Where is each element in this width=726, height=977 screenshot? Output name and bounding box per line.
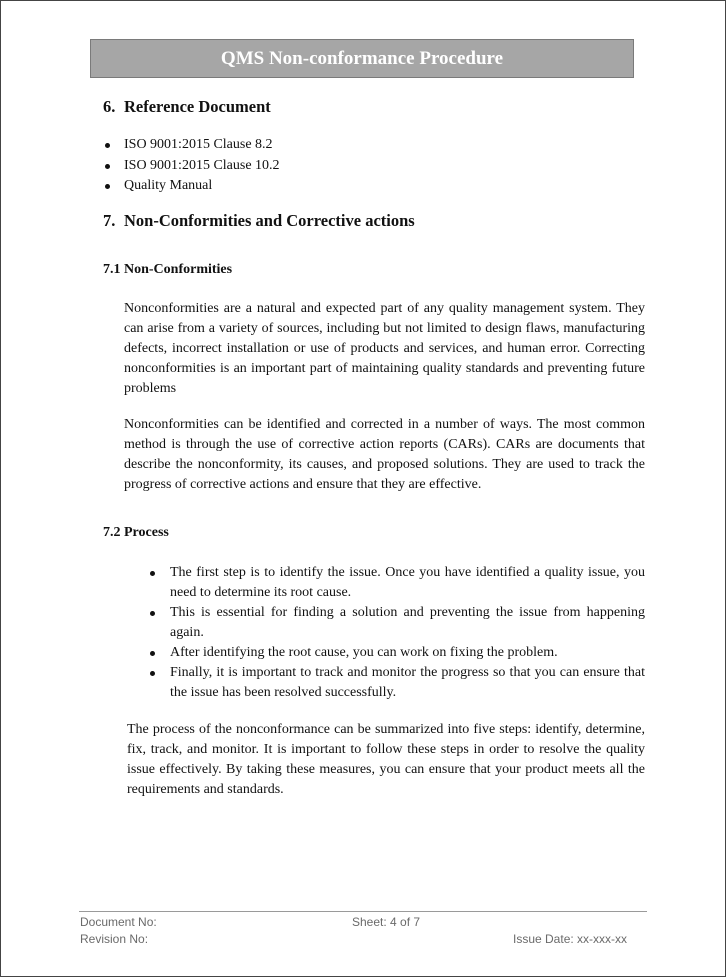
page-header-banner [90,39,634,78]
list-item: This is essential for finding a solution and preventing the issue from happening again. [148,603,645,643]
reference-document-list [103,135,280,197]
list-item: Finally, it is important to track and monitor the progress so that you can ensure that the issue has been resolved successfully. [148,663,645,703]
footer-revision-no: Revision No: [80,932,149,946]
subsection-7-2-heading: 7.2 Process [103,525,169,540]
list-item: Quality Manual [103,176,280,197]
footer-issue-date: Issue Date: xx-xxx-xx [513,932,628,946]
footer-sheet-number: Sheet: 4 of 7 [352,915,421,929]
section-6-heading [103,97,271,117]
subsection-7-1-heading: 7.1 Non-Conformities [103,262,233,277]
nonconformities-paragraph-1: Nonconformities are a natural and expected part of any quality management system. They can arise from a variety of sources, including but not limited to design flaws, manufacturing defects, incorrect installation or use of products and services, and human error. Correcting nonconformities is an important part of maintaining quality standards and preventing future problems [124,301,645,396]
section-7-number: 7. [103,211,116,230]
process-steps-list [148,563,645,703]
footer-divider [79,911,647,912]
process-summary-paragraph: The process of the nonconformance can be summarized into five steps: identify, determine, fix, track, and monitor. It is important to follow these steps in order to resolve the quality issue effectively. By taking these measures, you can ensure that your product meets all the requirements and standards. [127,722,645,797]
document-title: QMS Non-conformance Procedure [220,47,504,69]
footer-document-no: Document No: [80,915,157,929]
list-item: The first step is to identify the issue. Once you have identified a quality issue, you need to determine its root cause. [148,563,645,603]
section-6-title: Reference Document [124,97,271,116]
section-6-number: 6. [103,97,116,116]
section-7-heading [103,211,415,231]
section-7-title: Non-Conformities and Corrective actions [124,211,415,230]
list-item: ISO 9001:2015 Clause 10.2 [103,156,280,177]
list-item: ISO 9001:2015 Clause 8.2 [103,135,280,156]
nonconformities-paragraph-2: Nonconformities can be identified and corrected in a number of ways. The most common method is through the use of corrective action reports (CARs). CARs are documents that describe the nonconformity, its causes, and proposed solutions. They are used to track the progress of corrective actions and ensure that they are effective. [124,417,645,492]
list-item: After identifying the root cause, you can work on fixing the problem. [148,643,645,663]
